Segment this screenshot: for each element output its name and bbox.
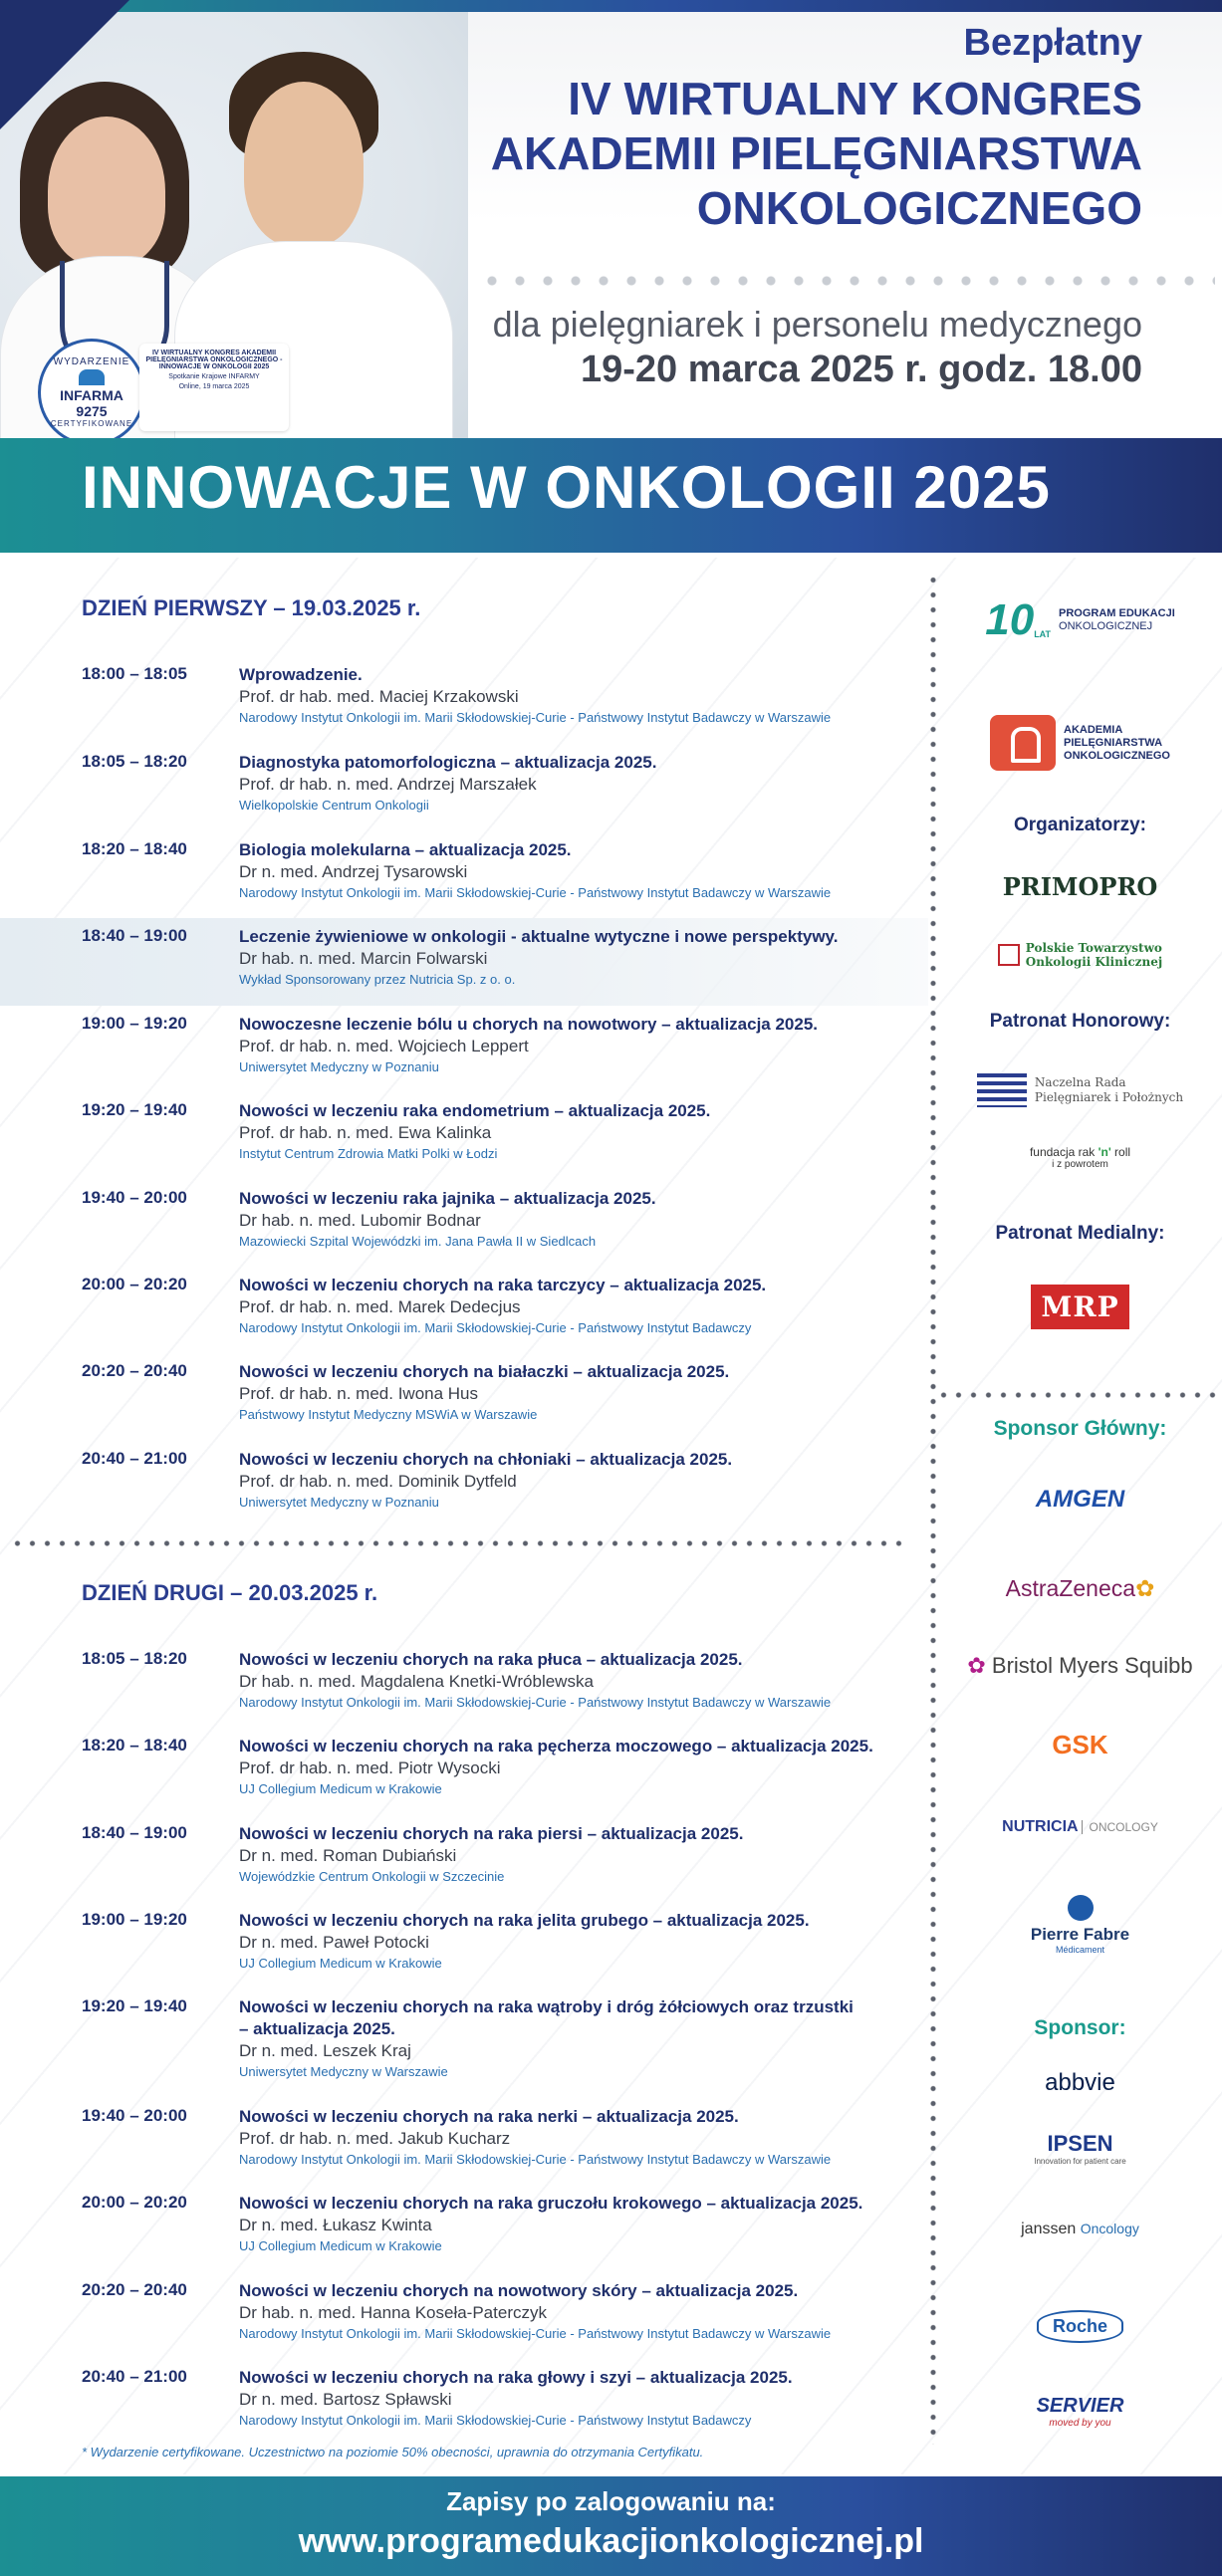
dotted-divider [478, 276, 1215, 286]
servier-logo: SERVIER moved by you [1036, 2395, 1124, 2429]
day2-session: 19:40 – 20:00 Nowości w leczeniu chorych na raka nerki – aktualizacja 2025. Prof. dr hab. n. med. Jakub Kucharz Narodowy Instytut Onkologii im. Marii Skłodowskiej-Curie - Państwowy Instytut Badawczy w Warszawie [82, 2106, 832, 2167]
sidebar-dotted-divider [936, 1392, 1222, 1398]
akademia-logo: AKADEMIA PIELĘGNIARSTWA ONKOLOGICZNEGO [938, 715, 1222, 771]
day2-session: 19:20 – 19:40 Nowości w leczeniu chorych na raka wątroby i dróg żółciowych oraz trzustki – aktualizacja 2025. Dr n. med. Leszek Kraj Uniwersytet Medyczny w Warszawie [82, 1996, 854, 2079]
signup-link[interactable]: www.programedukacjionkologicznej.pl [298, 2522, 924, 2560]
day1-session-sponsored: 18:40 – 19:00 Leczenie żywieniowe w onkologii - aktualne wytyczne i nowe perspektywy. Dr hab. n. med. Marcin Folwarski Wykład Sponsorowany przez Nutricia Sp. z o. o. [0, 918, 928, 1006]
gsk-logo: GSK [1052, 1730, 1108, 1759]
nrpip-logo: Naczelna Rada Pielęgniarek i Położnych [938, 1073, 1222, 1107]
signup-label: Zapisy po zalogowaniu na: [446, 2486, 776, 2516]
bms-logo: ✿ Bristol Myers Squibb [967, 1653, 1193, 1678]
infarma-logo-icon [79, 369, 105, 385]
event-date: 19-20 marca 2025 r. godz. 18.00 [580, 349, 1142, 390]
day1-session: 20:00 – 20:20 Nowości w leczeniu chorych na raka tarczycy – aktualizacja 2025. Prof. dr hab. n. med. Marek Dedecjus Narodowy Instytut Onkologii im. Marii Skłodowskiej-Curie - Państwowy Instytut Badawczy [82, 1275, 767, 1335]
vertical-dotted-divider [930, 573, 936, 2445]
astrazeneca-logo: AstraZeneca✿ [1005, 1575, 1155, 1601]
akademia-icon [990, 715, 1056, 771]
top-stripe [0, 0, 1222, 12]
day2-session: 20:40 – 21:00 Nowości w leczeniu chorych na raka głowy i szyi – aktualizacja 2025. Dr n. med. Bartosz Spławski Narodowy Instytut Onkologii im. Marii Skłodowskiej-Curie - Państwowy Instytut Badawczy [82, 2367, 793, 2428]
janssen-logo: janssen Oncology [1021, 2221, 1139, 2237]
free-label: Bezpłatny [963, 22, 1142, 64]
ptok-icon [998, 944, 1020, 966]
main-sponsor-label: Sponsor Główny: [993, 1417, 1167, 1440]
day2-heading: DZIEŃ DRUGI – 20.03.2025 r. [82, 1580, 378, 1605]
roche-logo: Roche [938, 2310, 1222, 2343]
sponsor-label: Sponsor: [1034, 2016, 1126, 2039]
day1-session: 18:05 – 18:20 Diagnostyka patomorfologiczna – aktualizacja 2025. Prof. dr hab. n. med. Andrzej Marszałek Wielkopolskie Centrum Onkologii [82, 752, 657, 813]
fundacja-logo: fundacja rak 'n' roll i z powrotem [1029, 1145, 1131, 1170]
day1-session: 18:00 – 18:05 Wprowadzenie. Prof. dr hab. med. Maciej Krzakowski Narodowy Instytut Onkologii im. Marii Skłodowskiej-Curie - Państwowy Instytut Badawczy w Warszawie [82, 664, 832, 725]
amgen-logo: AMGEN [1035, 1486, 1125, 1513]
day1-session: 18:20 – 18:40 Biologia molekularna – aktualizacja 2025. Dr n. med. Andrzej Tysarowski Narodowy Instytut Onkologii im. Marii Skłodowskiej-Curie - Państwowy Instytut Badawczy w Warszawie [82, 839, 832, 900]
day2-session: 18:05 – 18:20 Nowości w leczeniu chorych na raka płuca – aktualizacja 2025. Dr hab. n. med. Magdalena Knetki-Wróblewska Narodowy Instytut Onkologii im. Marii Skłodowskiej-Curie - Państwowy Instytut Badawczy w Warszawie [82, 1649, 832, 1710]
abbvie-logo: abbvie [1045, 2069, 1115, 2096]
audience-line: dla pielęgniarek i personelu medycznego [492, 304, 1142, 345]
nutricia-logo: NUTRICIA ONCOLOGY [1002, 1818, 1158, 1835]
day1-session: 19:20 – 19:40 Nowości w leczeniu raka endometrium – aktualizacja 2025. Prof. dr hab. n. med. Ewa Kalinka Instytut Centrum Zdrowia Matki Polki w Łodzi [82, 1100, 711, 1161]
mrp-logo: MRP [938, 1285, 1222, 1329]
congress-title: IV WIRTUALNY KONGRES AKADEMII PIELĘGNIARSTWA ONKOLOGICZNEGO [490, 73, 1142, 234]
day2-session: 18:20 – 18:40 Nowości w leczeniu chorych na raka pęcherza moczowego – aktualizacja 2025. Prof. dr hab. n. med. Piotr Wysocki UJ Collegium Medicum w Krakowie [82, 1736, 873, 1796]
day2-session: 18:40 – 19:00 Nowości w leczeniu chorych na raka piersi – aktualizacja 2025. Dr n. med. Roman Dubiański Wojewódzkie Centrum Onkologii w Szczecinie [82, 1823, 744, 1884]
day1-session: 19:40 – 20:00 Nowości w leczeniu raka jajnika – aktualizacja 2025. Dr hab. n. med. Lubomir Bodnar Mazowiecki Szpital Wojewódzki im. Jana Pawła II w Siedlcach [82, 1188, 656, 1249]
certification-card: IV WIRTUALNY KONGRES AKADEMII PIELĘGNIARSTWA ONKOLOGICZNEGO - INNOWACJE W ONKOLOGII 2025 Spotkanie Krajowe INFARMY Online, 19 marca 2025 [139, 344, 289, 431]
day2-session: 20:00 – 20:20 Nowości w leczeniu chorych na raka gruczołu krokowego – aktualizacja 2025. Dr n. med. Łukasz Kwinta UJ Collegium Medicum w Krakowie [82, 2193, 863, 2253]
day1-heading: DZIEŃ PIERWSZY – 19.03.2025 r. [82, 595, 421, 620]
ipsen-logo: IPSEN Innovation for patient care [1034, 2131, 1126, 2166]
media-label: Patronat Medialny: [995, 1223, 1165, 1244]
pierre-fabre-logo: Pierre Fabre Médicament [938, 1895, 1222, 1955]
day-dotted-divider [10, 1540, 906, 1546]
corner-triangle [0, 0, 129, 129]
certification-badge: WYDARZENIE INFARMA 9275 CERTYFIKOWANE [38, 339, 145, 446]
program-edukacji-logo: 10 LAT PROGRAM EDUKACJI ONKOLOGICZNEJ [985, 595, 1175, 644]
primopro-logo: PRIMOPRO [1002, 872, 1158, 901]
honorary-label: Patronat Honorowy: [989, 1011, 1171, 1032]
day2-session: 20:20 – 20:40 Nowości w leczeniu chorych na nowotwory skóry – aktualizacja 2025. Dr hab. n. med. Hanna Koseła-Paterczyk Narodowy Instytut Onkologii im. Marii Skłodowskiej-Curie - Państwowy Instytut Badawczy w Warszawie [82, 2280, 832, 2341]
day1-session: 20:20 – 20:40 Nowości w leczeniu chorych na białaczki – aktualizacja 2025. Prof. dr hab. n. med. Iwona Hus Państwowy Instytut Medyczny MSWiA w Warszawie [82, 1361, 730, 1422]
nrpip-icon [977, 1073, 1027, 1107]
pierre-fabre-icon [1068, 1895, 1094, 1921]
ptok-logo: Polskie Towarzystwo Onkologii Klinicznej [938, 941, 1222, 969]
certification-footnote: * Wydarzenie certyfikowane. Uczestnictwo na poziomie 50% obecności, uprawnia do otrzymania Certyfikatu. [82, 2445, 704, 2459]
day1-session: 19:00 – 19:20 Nowoczesne leczenie bólu u chorych na nowotwory – aktualizacja 2025. Prof. dr hab. n. med. Wojciech Leppert Uniwersytet Medyczny w Poznaniu [82, 1014, 819, 1074]
organizers-label: Organizatorzy: [1013, 815, 1147, 835]
day1-session: 20:40 – 21:00 Nowości w leczeniu chorych na chłoniaki – aktualizacja 2025. Prof. dr hab. n. med. Dominik Dytfeld Uniwersytet Medyczny w Poznaniu [82, 1449, 733, 1510]
theme-title: INNOWACJE W ONKOLOGII 2025 [82, 454, 1051, 521]
day2-session: 19:00 – 19:20 Nowości w leczeniu chorych na raka jelita grubego – aktualizacja 2025. Dr n. med. Paweł Potocki UJ Collegium Medicum w Krakowie [82, 1910, 810, 1971]
footer-bar [0, 2476, 1222, 2576]
